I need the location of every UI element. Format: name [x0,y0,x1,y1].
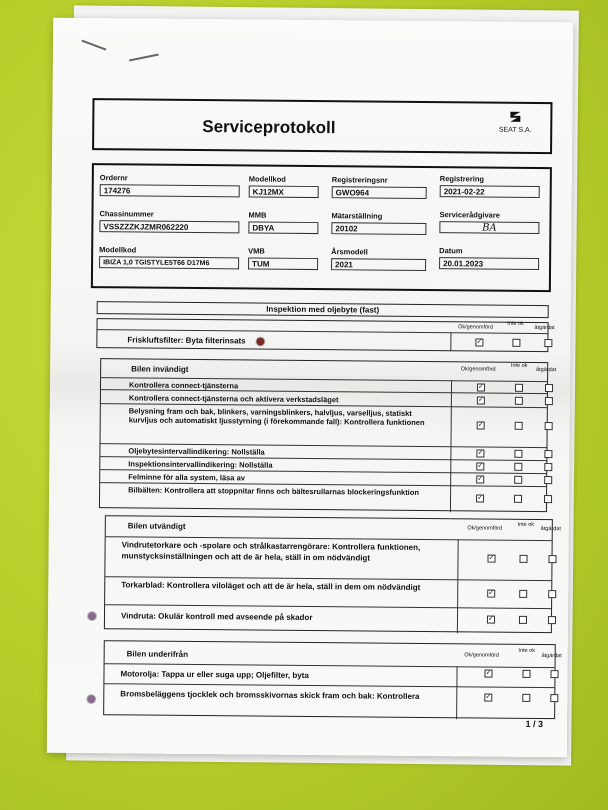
modell-value: IBIZA 1,0 TGISTYLE5T66 D17M6 [99,256,239,269]
inspection-header: Inspektion med oljebyte (fast) [97,301,549,318]
inte-ok-checkbox[interactable] [515,397,523,405]
marker-dot [87,611,97,621]
atgardat-checkbox[interactable] [548,555,556,563]
chassinummer-value: VSSZZZKJZMR062220 [99,220,239,233]
filter-label: Friskluftsfilter: Byta filterinsats [127,335,246,346]
filter-ok-checkbox[interactable]: ✓ [476,338,483,346]
underifran-row-label: Bromsbeläggens tjocklek och bromsskivornas skick fram och bak: Kontrollera [120,689,420,701]
vmb-value: TUM [248,257,318,270]
ordernr-value: 174276 [100,184,240,197]
brand-name: SEAT S.A. [498,126,532,134]
atgardat-checkbox[interactable] [550,670,558,678]
inte-ok-checkbox[interactable] [514,476,522,484]
mmb-value: DBYA [248,221,318,234]
registrering-field [440,174,540,198]
datum-field [439,246,539,270]
ok-checkbox[interactable]: ✓ [477,449,484,457]
invandigt-table [99,358,557,512]
inte-ok-checkbox[interactable] [514,450,522,458]
matarstallning-field [331,211,426,235]
modell-label: Modellkod [99,245,137,255]
page-number: 1 / 3 [525,718,544,730]
modellkod-field [249,174,319,198]
col-ok-header: Ok/genomförd [458,324,493,331]
inte-ok-checkbox[interactable] [522,694,530,702]
ordernr-field [100,173,240,197]
col-inte-ok-header: Inte ok [507,320,524,327]
ordernr-label: Ordernr [99,173,128,183]
utvandigt-row-label: Vindrutetorkare och -spolare och strålkastarrengörare: Kontrollera funktionen, munstycksinställningen och att de är hela, ställ in om nödvändigt [121,540,421,563]
utvandigt-table [104,515,561,633]
modellkod-value: KJ12MX [249,185,319,198]
registreringsnr-field [332,175,427,199]
atgardat-checkbox[interactable] [544,476,552,484]
underifran-table [103,640,562,719]
filter-table [96,318,555,352]
service-protocol-document [47,18,573,758]
utvandigt-row-label: Vindruta: Okulär kontroll med avseende på skador [120,611,313,623]
inte-ok-checkbox[interactable] [514,495,522,503]
col-ok-header: Ok/genomförd [460,366,496,373]
vmb-field [248,246,318,270]
invandigt-row-label: Oljebytesintervallindikering: Nollställa [128,446,265,457]
ok-checkbox[interactable]: ✓ [488,554,495,562]
datum-label: Datum [439,246,463,256]
col-atgardat-header: åtgärdat [534,324,555,332]
serviceradgivare-value: BA [439,221,539,234]
arsmodell-value: 2021 [331,258,426,271]
filter-row [97,329,547,353]
filter-atgardat-checkbox[interactable] [544,339,552,347]
ok-checkbox[interactable]: ✓ [478,383,484,391]
underifran-row-label: Motorolja: Tappa ur eller suga upp; Oljefilter, byta [120,669,309,681]
inte-ok-checkbox[interactable] [515,384,523,392]
ok-checkbox[interactable]: ✓ [488,589,495,597]
pen-mark [129,54,159,61]
mmb-field [248,210,318,234]
invandigt-row-label: Kontrollera connect-tjänsterna [128,380,239,391]
mmb-label: MMB [248,210,267,220]
datum-value: 20.01.2023 [439,257,539,270]
col-inte-ok-header: Inte ok [510,362,528,369]
atgardat-checkbox[interactable] [550,694,558,702]
inte-ok-checkbox[interactable] [519,590,527,598]
matarstallning-value: 20102 [331,222,426,235]
invandigt-row-label: Inspektionsintervallindikering: Nollställa [128,459,273,470]
modell-field [99,245,239,269]
ok-checkbox[interactable]: ✓ [477,421,484,429]
ok-checkbox[interactable]: ✓ [485,693,492,701]
underifran-title: Bilen underifrån [126,649,189,659]
marker-dot [86,694,96,704]
atgardat-checkbox[interactable] [548,590,556,598]
registrering-label: Registrering [439,174,485,184]
invandigt-row-label: Kontrollera connect-tjänsterna och aktivera verkstadsläget [128,393,339,405]
inte-ok-checkbox[interactable] [519,616,527,624]
atgardat-checkbox[interactable] [544,495,552,503]
registreringsnr-value: GWO964 [332,186,427,199]
invandigt-row-label: Bilbälten: Kontrollera att stoppnitar finns och bältesrullarnas blockeringsfunktion [128,485,420,497]
modellkod-label: Modellkod [248,174,286,184]
inte-ok-checkbox[interactable] [522,670,530,678]
inte-ok-checkbox[interactable] [515,422,523,430]
atgardat-checkbox[interactable] [544,450,552,458]
col-atgardat-header: åtgärdat [536,366,557,374]
atgardat-checkbox[interactable] [545,397,553,405]
arsmodell-label: Årsmodell [331,247,368,257]
registrering-value: 2021-02-22 [440,185,540,198]
invandigt-title: Bilen invändigt [131,364,189,374]
page-title: Serviceprotokoll [202,117,336,138]
inte-ok-checkbox[interactable] [519,555,527,563]
matarstallning-label: Mätarställning [331,211,383,221]
underifran-row [104,683,554,720]
seat-logo [498,110,532,134]
title-box [92,98,552,154]
serviceradgivare-label: Servicerådgivare [439,210,501,220]
chassinummer-label: Chassinummer [99,209,154,219]
col-inte-ok-header: Inte ok [518,647,535,654]
utvandigt-title: Bilen utvändigt [127,521,186,531]
registreringsnr-label: Registreringsnr [331,175,388,185]
ok-checkbox[interactable]: ✓ [485,669,492,677]
inte-ok-checkbox[interactable] [514,463,522,471]
atgardat-checkbox[interactable] [548,616,556,624]
ok-checkbox[interactable]: ✓ [477,494,484,502]
col-atgardat-header: åtgärdat [541,653,562,660]
col-ok-header: Ok/genomförd [464,652,500,659]
ok-checkbox[interactable]: ✓ [477,396,484,404]
utvandigt-row-label: Torkarblad: Kontrollera viloläget och att de är hela, ställ in dem om nödvändigt [121,580,421,592]
utvandigt-row [105,536,551,581]
ok-checkbox[interactable]: ✓ [477,462,484,470]
red-marker-dot [255,337,265,347]
invandigt-row [100,482,546,512]
serviceradgivare-field [439,210,539,234]
seat-logo-icon [508,110,522,124]
filter-inte-ok-checkbox[interactable] [512,339,520,347]
chassinummer-field [99,209,239,233]
arsmodell-field [331,247,426,271]
atgardat-checkbox[interactable] [544,463,552,471]
pen-mark [82,40,107,51]
atgardat-checkbox[interactable] [545,384,553,392]
col-inte-ok-header: Inte ok [517,521,535,528]
invandigt-row-label: Felminne för alla system, läsa av [128,472,245,483]
invandigt-row-label: Belysning fram och bak, blinkers, varningsblinkers, halvljus, varselljus, statiskt kurvljus och automatiskt ljusstyrning (i förekommande fall): Kontrollera funktionen [128,406,425,428]
ok-checkbox[interactable]: ✓ [477,475,484,483]
invandigt-row [100,403,546,448]
vehicle-info [91,163,552,292]
ok-checkbox[interactable]: ✓ [488,615,494,623]
utvandigt-row [105,604,551,633]
col-ok-header: Ok/genomförd [467,525,503,532]
vmb-label: VMB [248,246,265,256]
atgardat-checkbox[interactable] [545,422,553,430]
col-atgardat-header: åtgärdat [540,526,561,533]
